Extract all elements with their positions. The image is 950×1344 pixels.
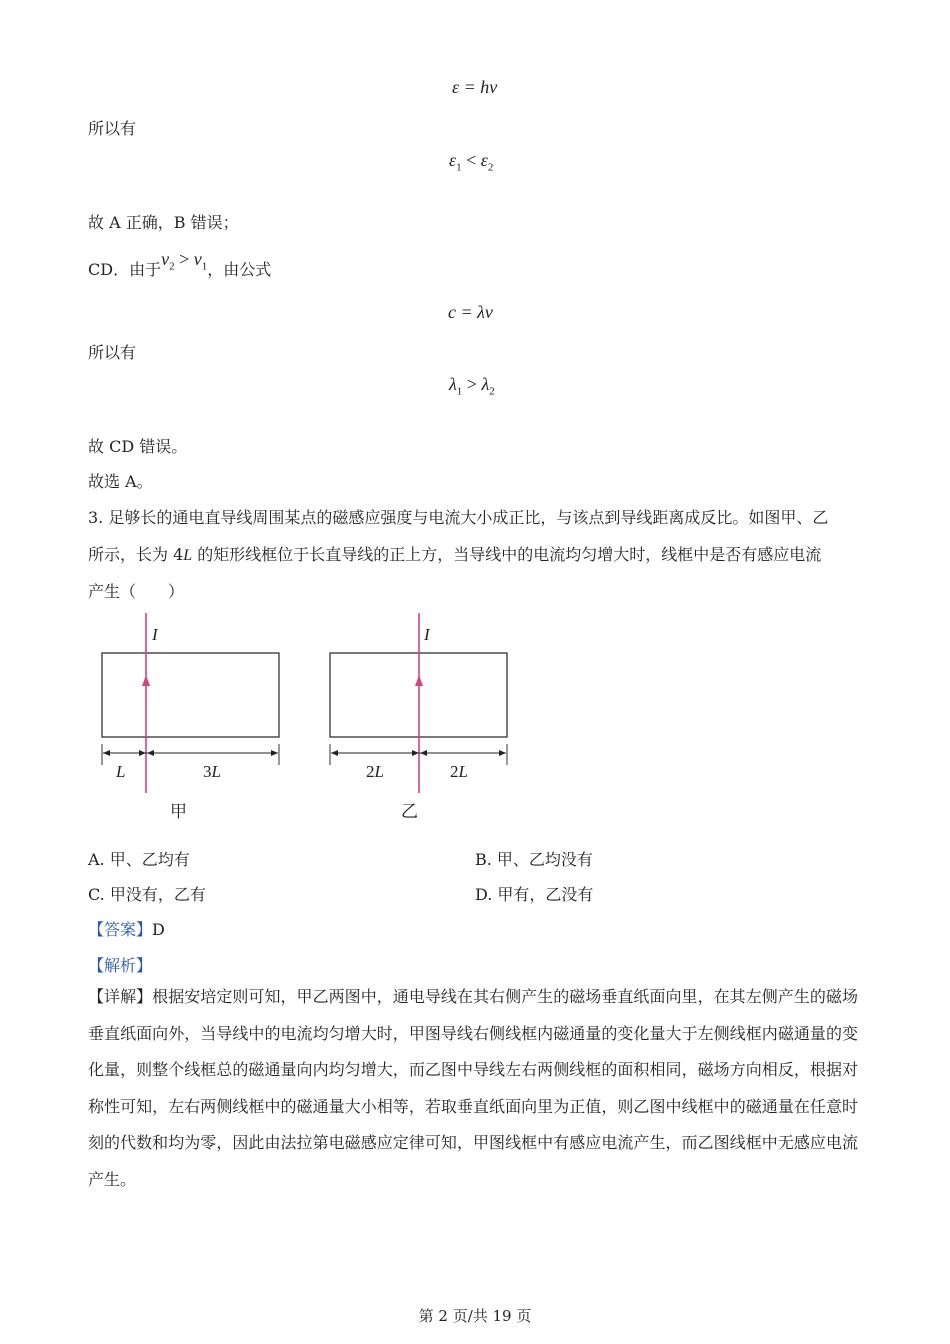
yi-left-dim-L: L	[374, 762, 384, 781]
text-conclusion-ab: 故 A 正确，B 错误；	[88, 213, 239, 232]
answer-line	[88, 917, 165, 940]
f2-right: ε	[480, 150, 488, 170]
answer-label: 【答案】	[88, 920, 153, 939]
f4-left: λ	[449, 374, 457, 394]
yi-right-dim-num: 2	[450, 762, 459, 781]
text-suoyiyou-2: 所以有	[88, 343, 137, 362]
q3-line2-a: 所示，长为 4	[88, 545, 184, 564]
formula-energy	[452, 77, 497, 98]
yi-left-dim-label	[366, 762, 384, 782]
figure-wire-loops	[0, 600, 950, 830]
inline-nu-compare	[161, 249, 208, 273]
inline-v2-sub: 2	[169, 260, 175, 273]
diagram-jia	[102, 613, 279, 793]
text-choose-a: 故选 A。	[88, 472, 153, 491]
inline-v1: ν	[193, 249, 202, 269]
yi-right-dim-label	[450, 762, 468, 782]
q3-line2-b: 的矩形线框位于长直导线的正上方，当导线中的电流均匀增大时，线框中是否有感应电流	[192, 545, 822, 564]
formula-wavelength-compare	[449, 374, 495, 398]
option-a[interactable]: A. 甲、乙均有	[88, 850, 190, 869]
question-3-line3: 产生（ ）	[88, 582, 185, 601]
yi-left-dim-num: 2	[366, 762, 375, 781]
f4-right: λ	[481, 374, 490, 394]
yi-current-label: I	[424, 625, 430, 644]
f2-right-sub: 2	[487, 161, 494, 174]
question-3-line2	[88, 542, 821, 565]
jia-left-dim-label	[116, 762, 125, 782]
jia-right-dim-L: L	[211, 762, 221, 781]
text-cd-line	[88, 249, 272, 283]
page-footer: 第 2 页/共 19 页	[418, 1307, 532, 1325]
yi-current-arrow	[415, 675, 423, 686]
jia-current-label: I	[152, 625, 158, 644]
analysis-label: 【解析】	[88, 956, 153, 975]
q3-line2-L: L	[183, 547, 193, 564]
answer-value: D	[152, 920, 165, 939]
formula-energy-text: ε = hν	[452, 77, 498, 97]
jia-loop	[102, 653, 279, 737]
jia-current-arrow	[142, 675, 150, 686]
detail-paragraph	[88, 979, 858, 1198]
diagram-yi	[330, 613, 507, 793]
jia-right-dim-label	[203, 762, 221, 782]
text-conclusion-cd: 故 CD 错误。	[88, 437, 188, 456]
yi-caption: 乙	[401, 802, 418, 822]
option-c[interactable]: C. 甲没有，乙有	[88, 885, 206, 904]
cd-suffix: ，由公式	[207, 260, 272, 279]
formula-wave-speed	[448, 302, 493, 323]
question-3-line1: 3. 足够长的通电直导线周围某点的磁感应强度与电流大小成正比，与该点到导线距离成反比。如图甲、乙	[88, 508, 829, 527]
jia-left-dim-L: L	[116, 762, 126, 781]
f2-op: <	[461, 150, 481, 170]
f2-left: ε	[449, 150, 457, 170]
f2-left-sub: 1	[456, 161, 462, 174]
option-d[interactable]: D. 甲有，乙没有	[475, 885, 594, 904]
f4-left-sub: 1	[456, 385, 463, 398]
jia-caption: 甲	[170, 802, 187, 822]
formula-energy-compare	[449, 150, 493, 174]
yi-right-dim-L: L	[458, 762, 468, 781]
option-b[interactable]: B. 甲、乙均没有	[475, 850, 593, 869]
detail-text: 根据安培定则可知，甲乙两图中，通电导线在其右侧产生的磁场垂直纸面向里，在其左侧产生的磁场垂直纸面向外，当导线中的电流均匀增大时，甲图导线右侧线框内磁通量的变化量大于左侧线框内磁通量的变化量，则整个线框总的磁通量向内均匀增大，而乙图中导线左右两侧线框的面积相同，磁场方向相反，根据对称性可知，左右两侧线框中的磁通量大小相等，若取垂直纸面向里为正值，则乙图中线框中的磁通量在任意时刻的代数和均为零，因此由法拉第电磁感应定律可知，甲图线框中有感应电流产生，而乙图线框中无感应电流产生。	[88, 987, 858, 1189]
inline-v2: ν	[161, 249, 170, 269]
f4-op: >	[462, 374, 482, 394]
f4-right-sub: 2	[489, 385, 495, 398]
inline-v1-sub: 1	[201, 260, 208, 273]
text-suoyiyou-1: 所以有	[88, 119, 137, 138]
jia-right-dim-num: 3	[203, 762, 212, 781]
formula-wave-speed-text: c = λν	[448, 302, 493, 322]
inline-gt: >	[174, 249, 194, 269]
cd-prefix: CD．由于	[88, 260, 162, 279]
detail-label: 【详解】	[88, 987, 153, 1006]
analysis-line	[88, 953, 152, 976]
